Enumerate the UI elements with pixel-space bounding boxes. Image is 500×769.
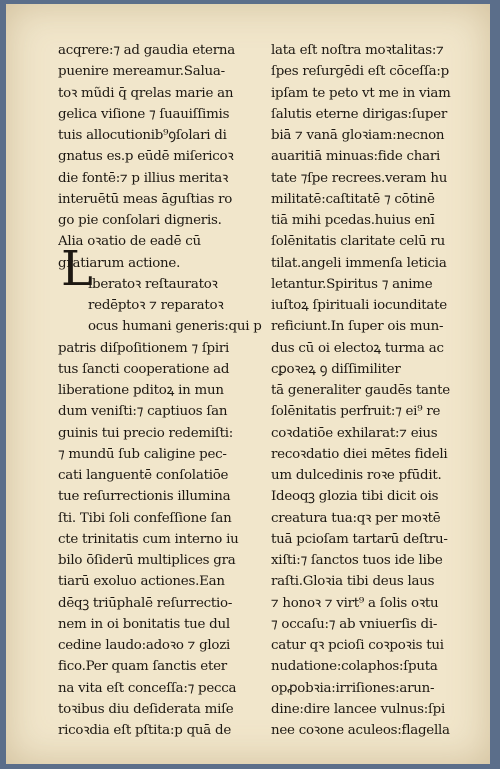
text-line: ſpes reſurgēdi eſt cōceſſa:p xyxy=(271,64,449,80)
text-line: ſolēnitatis perfruit:⁊ ei⁹ re xyxy=(271,404,441,420)
text-line: tiā mihi pcedas.huius enī xyxy=(271,213,435,228)
text-line: Ideoqꝫ glozia tibi dicit ois xyxy=(271,489,439,505)
text-line: cedine laudo:adoꝛo ⁊ glozi xyxy=(58,638,231,653)
text-line: tiarū exoluo actiones.Ean xyxy=(58,574,225,590)
text-line: militatē:caſtitatē ⁊ cōtinē xyxy=(271,191,435,207)
text-line: auaritiā minuas:fide chari xyxy=(271,149,441,165)
text-line: toꝛ mũdi q̄ qrelas marie an xyxy=(58,85,234,101)
text-line: ⁊ occaſu:⁊ ab vniuerſis di- xyxy=(271,616,438,632)
text-line: iuſtoꝝ ſpirituali iocunditate xyxy=(271,298,447,313)
text-line: cte trinitatis cum interno iu xyxy=(58,531,239,547)
text-line: um dulcedinis roꝛe pfūdit. xyxy=(271,468,442,483)
text-line: gelica viſione ⁊ ſuauiſſimis xyxy=(58,106,230,122)
text-line: catur qꝛ pcioſi coꝛpoꝛis tui xyxy=(271,638,444,653)
text-line: liberatione pditoꝝ in mun xyxy=(58,383,224,398)
text-line: go pie conſolari digneris. xyxy=(58,213,222,228)
text-line: dum veniſti:⁊ captiuos ſan xyxy=(58,404,228,420)
text-line: na vita eſt conceſſa:⁊ pecca xyxy=(58,680,237,696)
text-line: tus ſancti cooperatione ad xyxy=(58,361,230,377)
text-line: guinis tui precio redemiſti: xyxy=(58,425,233,441)
text-line: ricoꝛdia eſt pſtita:p quā de xyxy=(58,723,232,738)
text-line: die fontē:⁊ p illius meritaꝛ xyxy=(58,170,229,186)
text-line: interuētū meas āguſtias ro xyxy=(58,191,233,207)
text-line: tuis allocutionib⁹ꝯſolari di xyxy=(58,128,227,143)
text-line: tate ⁊ſpe recrees.veram hu xyxy=(271,170,448,186)
text-line: nem in oi bonitatis tue dul xyxy=(58,616,230,632)
text-line: nudatione:colaphos:ſputa xyxy=(271,659,438,675)
decorated-initial: L xyxy=(61,241,93,297)
text-line: fico.Per quam ſanctis eter xyxy=(58,659,227,675)
text-line: iberatoꝛ reſtauratoꝛ xyxy=(88,276,218,292)
text-line: ipſam te peto vt me in viam xyxy=(271,85,451,101)
left-column xyxy=(58,40,266,741)
text-line: creatura tua:qꝛ per moꝛtē xyxy=(271,510,441,526)
text-line: Alia oꝛatio de eadē cū xyxy=(58,234,201,250)
text-line: acqrere:⁊ ad gaudia eterna xyxy=(58,43,235,58)
text-line: cati languentē conſolatiōe xyxy=(58,468,229,483)
text-line: xiſti:⁊ ſanctos tuos ide libe xyxy=(271,553,443,568)
text-line: coꝛdatiōe exhilarat:⁊ eius xyxy=(271,425,438,441)
text-line: raſti.Gloꝛia tibi deus laus xyxy=(271,574,435,590)
text-line: biā ⁊ vanā gloꝛiam:necnon xyxy=(271,128,445,143)
text-line: ſalutis eterne dirigas:ſuper xyxy=(271,106,448,122)
text-line: gnatus es.p eūdē miſericoꝛ xyxy=(58,149,234,165)
text-line: ⁊ mundū ſub caligine pec- xyxy=(58,446,227,462)
text-line: ocus humani generis:qui p xyxy=(88,319,262,335)
text-line: tue reſurrectionis illumina xyxy=(58,489,231,505)
text-line: ſolēnitatis claritate celū ru xyxy=(271,234,446,250)
text-line: ſti. Tibi ſoli confeſſione ſan xyxy=(58,510,232,526)
text-line: nee coꝛone aculeos:flagella xyxy=(271,723,450,738)
text-line: puenire mereamur.Salua- xyxy=(58,64,225,80)
text-line: redēptoꝛ ⁊ reparatoꝛ xyxy=(88,298,224,313)
text-line: recoꝛdatio diei mētes fideli xyxy=(271,446,448,462)
text-line: letantur.Spiritus ⁊ anime xyxy=(271,276,433,292)
text-line: opꝓobꝛia:irriſiones:arun- xyxy=(271,680,435,696)
right-column xyxy=(271,40,476,741)
text-line: dus cū oi electoꝝ turma ac xyxy=(271,340,444,356)
text-line: reficiunt.In ſuper ois mun- xyxy=(271,319,444,335)
text-line: lata eſt noſtra moꝛtalitas:⁊ xyxy=(271,43,444,58)
text-line: patris diſpoſitionem ⁊ ſpiri xyxy=(58,340,230,356)
text-line: toꝛibus diu deſiderata miſe xyxy=(58,701,234,717)
text-line: ⁊ honoꝛ ⁊ virt⁹ a ſolis oꝛtu xyxy=(271,595,439,611)
book-page xyxy=(6,4,490,764)
text-line: bilo ōſiderū multiplices gra xyxy=(58,553,236,568)
text-line: tuā pcioſam tartarū deſtru- xyxy=(271,531,448,547)
text-line: tilat.angeli immenſa leticia xyxy=(271,255,447,271)
text-line: cꝑoꝛeꝝ ꝯ diſſimiliter xyxy=(271,361,401,377)
text-line: tā generaliter gaudēs tante xyxy=(271,383,450,398)
text-line: gratiarum actione. xyxy=(58,255,181,271)
text-line: dēqꝫ triūphalē reſurrectio- xyxy=(58,595,233,611)
text-line: dine:dire lancee vulnus:ſpi xyxy=(271,701,446,717)
